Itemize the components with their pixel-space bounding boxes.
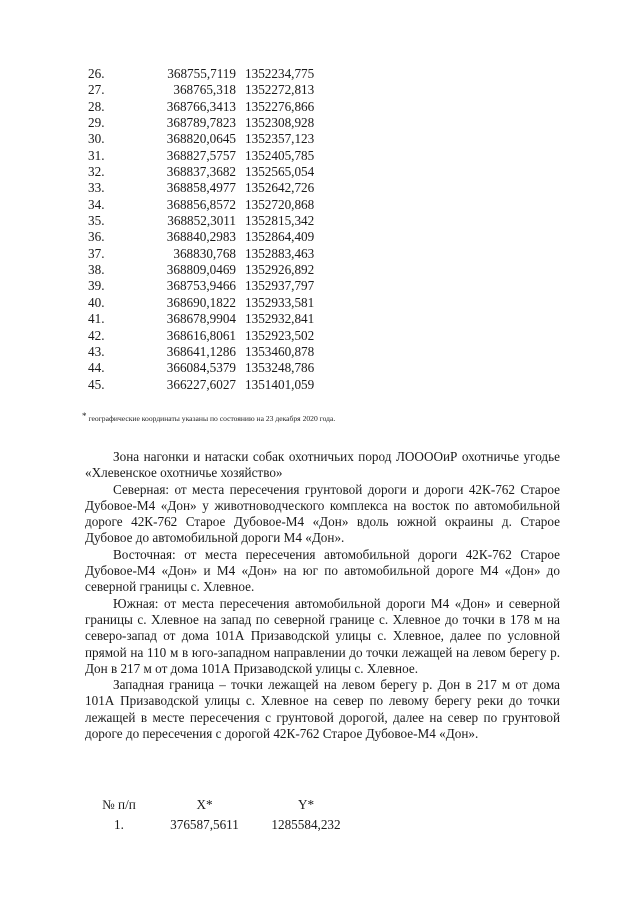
y-coordinate: 1285584,232 [271,817,341,832]
header-x: X* [196,797,213,812]
point-number: 29. [88,115,105,131]
point-number: 34. [88,196,105,212]
zone-description [85,449,560,742]
table-row [88,148,335,164]
footnote [82,411,335,424]
table-row [80,815,361,835]
y-coordinate: 1352883,463 [245,245,315,261]
x-coordinate: 368830,768 [173,245,236,261]
point-number: 31. [88,147,105,163]
x-coordinate: 366084,5379 [166,360,236,376]
south-boundary-paragraph: Южная: от места пересечения автомобильной дороги М4 «Дон» и северной границы с. Хлевное на запад по северной границе с. Хлевное до точки в 178 м на северо-запад от дома 101А Призаводской улицы с. Хлевное, далее по условной прямой на 110 м в юго-западном направлении до точки лежащей на левом берегу р. Дон в 217 м от дома 101А Призаводской улицы с. Хлевное. [85,595,560,676]
point-number: 28. [88,98,105,114]
table-row [88,131,335,147]
table-row [88,66,335,82]
point-number: 41. [88,311,105,327]
table-row [88,295,335,311]
table-row [88,328,335,344]
point-number: 45. [88,376,105,392]
x-coordinate: 368820,0645 [166,131,236,147]
zone-coordinates-table [80,795,361,835]
x-coordinate: 368852,3011 [167,213,236,229]
table-row [88,213,335,229]
y-coordinate: 1352276,866 [245,98,315,114]
east-boundary-paragraph: Восточная: от места пересечения автомобильной дороги 42К-762 Старое Дубовое-М4 «Дон» и М4 «Дон» на юг по автомобильной дороге М4 «Дон» до северной границы с. Хлевное. [85,546,560,595]
table-row [88,115,335,131]
table-row [88,262,335,278]
west-boundary-paragraph: Западная граница – точки лежащей на левом берегу р. Дон в 217 м от дома 101А Призаводской улицы с. Хлевное на север по левому берегу реки до точки лежащей в месте пересечения с грунтовой дорогой, далее на север по грунтовой дороге до пересечения с дорогой 42К-762 Старое Дубовое-М4 «Дон». [85,677,560,742]
footnote-marker: * [82,411,87,421]
y-coordinate: 1352864,409 [245,229,315,245]
x-coordinate: 368858,4977 [166,180,236,196]
point-number: 27. [88,82,105,98]
point-number: 35. [88,213,105,229]
point-number: 44. [88,360,105,376]
x-coordinate: 368678,9904 [166,311,236,327]
y-coordinate: 1352565,054 [245,164,315,180]
y-coordinate: 1352926,892 [245,262,315,278]
zone-title-paragraph: Зона нагонки и натаски собак охотничьих пород ЛООООиР охотничье угодье «Хлевенское охотничье хозяйство» [85,449,560,481]
x-coordinate: 368827,5757 [166,147,236,163]
table-row [88,311,335,327]
coordinates-table-body [88,66,335,393]
table-row [88,229,335,245]
x-coordinate: 368766,3413 [166,98,236,114]
y-coordinate: 1352815,342 [245,213,315,229]
table-row [88,180,335,196]
header-number: № п/п [102,797,136,812]
x-coordinate: 368789,7823 [166,115,236,131]
header-y: Y* [297,797,315,812]
y-coordinate: 1352923,502 [245,327,315,343]
x-coordinate: 368616,8061 [166,327,236,343]
x-coordinate: 368641,1286 [166,343,236,359]
table-row [88,344,335,360]
x-coordinate: 368856,8572 [166,196,236,212]
x-coordinate: 368840,2983 [166,229,236,245]
y-coordinate: 1352933,581 [245,294,315,310]
y-coordinate: 1353248,786 [245,360,315,376]
y-coordinate: 1352234,775 [245,66,315,81]
point-number: 33. [88,180,105,196]
y-coordinate: 1352357,123 [245,131,315,147]
x-coordinate: 368690,1822 [166,294,236,310]
x-coordinate: 376587,5611 [170,817,239,832]
footnote-text: географические координаты указаны по состоянию на 23 декабря 2020 года. [88,414,336,423]
table-row [88,164,335,180]
north-boundary-paragraph: Северная: от места пересечения грунтовой дороги и дороги 42К-762 Старое Дубовое-М4 «Дон» у животноводческого комплекса на восток по автомобильной дороге 42К-762 Старое Дубовое-М4 «Дон» вдоль южной окраины д. Старое Дубовое до автомобильной дороги М4 «Дон». [85,481,560,546]
point-number: 26. [88,66,105,81]
y-coordinate: 1352932,841 [245,311,315,327]
x-coordinate: 368765,318 [173,82,236,98]
point-number: 1. [114,817,124,832]
table-row [88,197,335,213]
y-coordinate: 1351401,059 [245,376,315,392]
x-coordinate: 368809,0469 [166,262,236,278]
table-row [88,99,335,115]
y-coordinate: 1353460,878 [245,343,315,359]
point-number: 39. [88,278,105,294]
point-number: 37. [88,245,105,261]
zone-coordinates-header-row [80,795,361,815]
y-coordinate: 1352272,813 [245,82,315,98]
table-row [88,246,335,262]
coordinates-table [88,66,335,393]
point-number: 32. [88,164,105,180]
y-coordinate: 1352308,928 [245,115,315,131]
point-number: 30. [88,131,105,147]
point-number: 36. [88,229,105,245]
point-number: 43. [88,343,105,359]
zone-coordinates-table-body [80,815,361,835]
x-coordinate: 368755,7119 [167,66,236,81]
x-coordinate: 368753,9466 [166,278,236,294]
y-coordinate: 1352405,785 [245,147,315,163]
point-number: 40. [88,294,105,310]
point-number: 38. [88,262,105,278]
x-coordinate: 366227,6027 [166,376,236,392]
table-row [88,360,335,376]
point-number: 42. [88,327,105,343]
table-row [88,377,335,393]
table-row [88,278,335,294]
y-coordinate: 1352720,868 [245,196,315,212]
y-coordinate: 1352642,726 [245,180,315,196]
y-coordinate: 1352937,797 [245,278,315,294]
table-row [88,82,335,98]
x-coordinate: 368837,3682 [166,164,236,180]
